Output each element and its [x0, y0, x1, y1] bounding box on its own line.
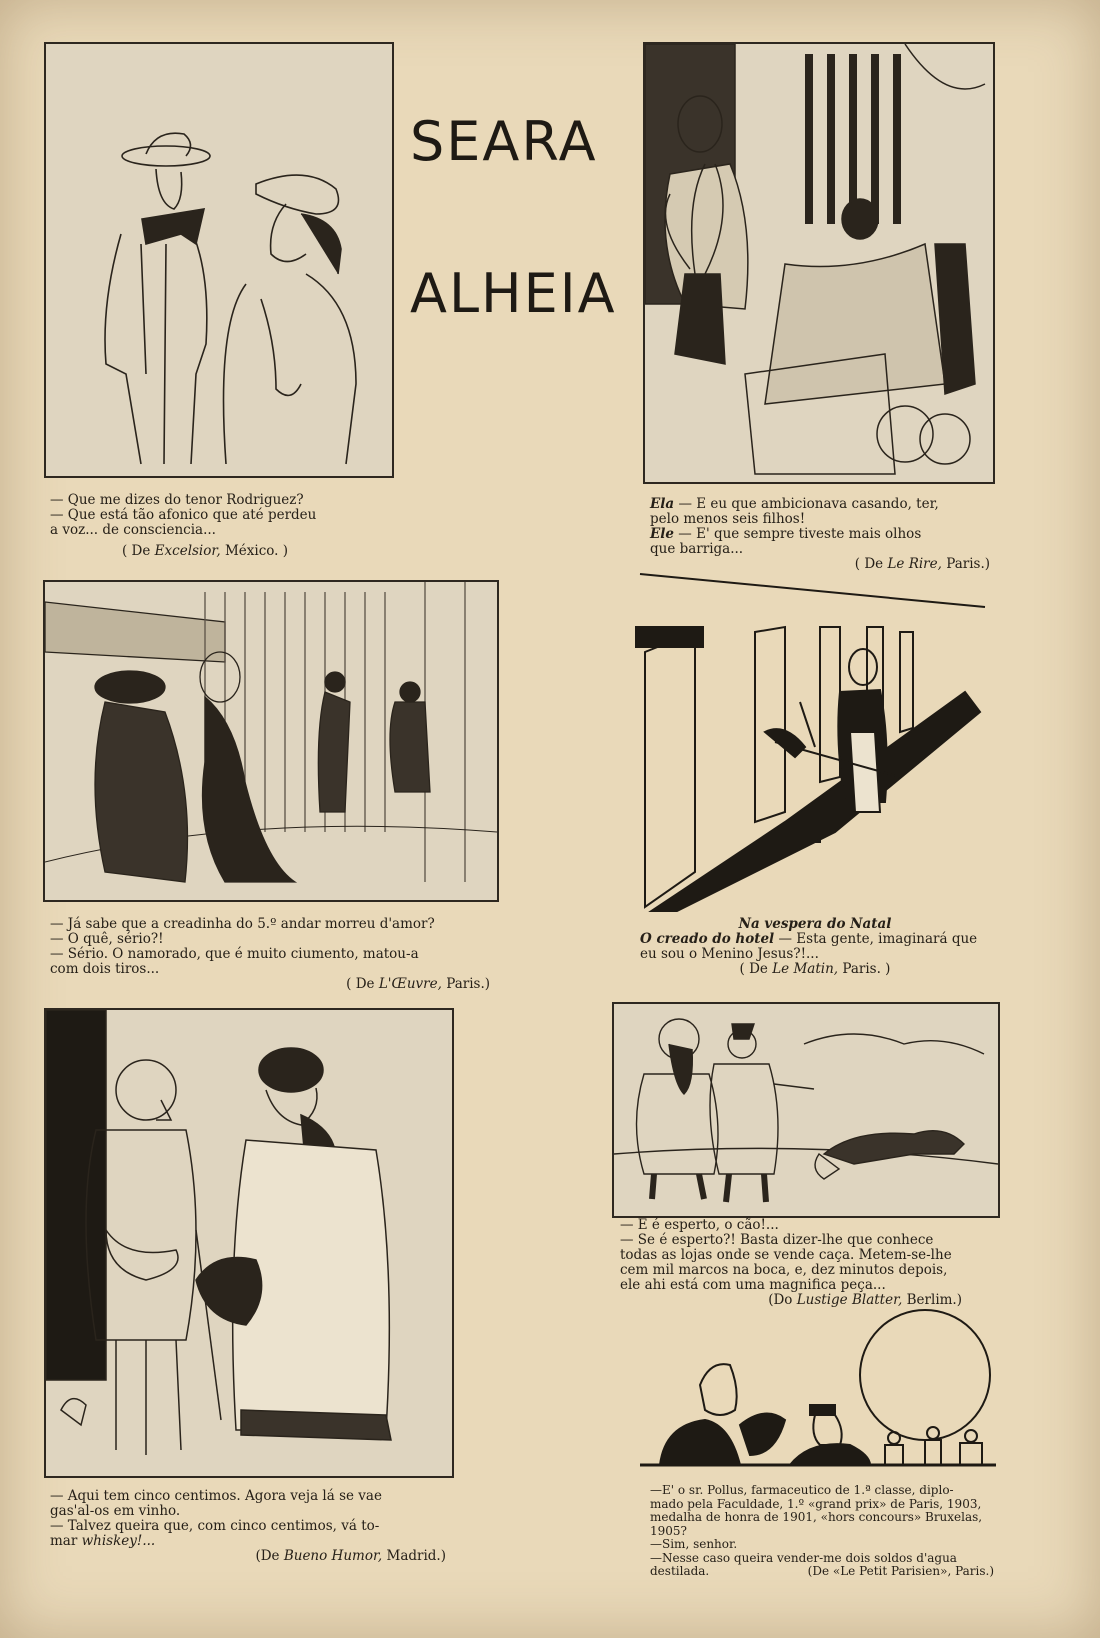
caption-bueno-humor: — Aqui tem cinco centimos. Agora veja lá se vae gas'al-os em vinho. — Talvez queira que, com cinco centimos, vá to- mar whiskey!... (De Bueno Humor, Madrid.) — [50, 1488, 446, 1564]
caption-line: — Se é esperto?! Basta dizer-lhe que conhece — [620, 1232, 934, 1248]
cartoon-street-illustration — [43, 580, 499, 902]
caption-line: destilada. — [650, 1564, 710, 1578]
credit-le-rire: ( De Le Rire, Paris.) — [854, 556, 990, 572]
caption-le-rire: Ela — E eu que ambicionava casando, ter, pelo menos seis filhos! Ele — E' que sempre tiveste mais olhos que barriga... ( De Le Rire, Paris.) — [650, 496, 990, 572]
caption-line: a voz... de consciencia... — [50, 522, 216, 538]
caption-line: — Talvez queira que, com cinco centimos, vá to- — [50, 1518, 380, 1534]
caption-petit-parisien — [650, 1484, 994, 1579]
caption-line: pelo menos seis filhos! — [650, 511, 806, 527]
caption-line: — Sério. O namorado, que é muito ciumento, matou-a — [50, 946, 419, 962]
caption-title-natal: Na vespera do Natal — [738, 916, 892, 932]
credit-lustige-blatter: (Do Lustige Blatter, Berlim.) — [768, 1292, 962, 1308]
caption-line: ele ahi está com uma magnifica peça... — [620, 1277, 886, 1293]
caption-line: eu sou o Menino Jesus?!... — [640, 946, 819, 962]
caption-line: mado pela Faculdade, 1.º «grand prix» de Paris, 1903, — [650, 1496, 982, 1511]
credit-petit-parisien: (De «Le Petit Parisien», Paris.) — [807, 1564, 994, 1578]
credit-bueno-humor: (De Bueno Humor, Madrid.) — [255, 1548, 446, 1564]
speaker-ela: Ela — [650, 496, 675, 512]
heading-line2: ALHEIA — [410, 262, 617, 325]
cartoon-tenor-illustration — [44, 42, 394, 478]
caption-line: cem mil marcos na boca, e, dez minutos depois, — [620, 1262, 948, 1278]
caption-line: —Nesse caso queira vender-me dois soldos d'agua — [650, 1550, 957, 1565]
caption-line: — O quê, sério?! — [50, 931, 164, 947]
cartoon-hunters-dog-illustration — [612, 1002, 1000, 1218]
caption-line: todas as lojas onde se vende caça. Metem-se-lhe — [620, 1247, 952, 1263]
caption-oeuvre — [50, 917, 490, 992]
caption-line: — Já sabe que a creadinha do 5.º andar morreu d'amor? — [50, 916, 435, 932]
caption-line: — Que está tão afonico que até perdeu — [50, 507, 317, 523]
caption-line: —E' o sr. Pollus, farmaceutico de 1.ª classe, diplo- — [650, 1483, 954, 1497]
cartoon-hotel-corridor-illustration — [635, 572, 991, 912]
caption-line: — E é esperto, o cão!... — [620, 1217, 779, 1233]
caption-line: gas'al-os em vinho. — [50, 1503, 181, 1519]
credit-oeuvre: ( De L'Œuvre, Paris.) — [346, 976, 490, 992]
whiskey-word: whiskey!... — [81, 1533, 156, 1549]
speaker-ele: Ele — [650, 526, 675, 542]
cartoon-beggar-illustration — [44, 1008, 454, 1478]
caption-line: 1905? — [650, 1523, 687, 1538]
caption-line: — Aqui tem cinco centimos. Agora veja lá se vae — [50, 1488, 382, 1504]
caption-line: — Que me dizes do tenor Rodriguez? — [50, 492, 304, 508]
caption-le-matin: Na vespera do Natal O creado do hotel — Esta gente, imaginará que eu sou o Menino Jesus?!... ( De Le Matin, Paris. ) — [640, 917, 990, 977]
cartoon-pharmacy-illustration — [640, 1305, 996, 1473]
credit-le-matin: ( De Le Matin, Paris. ) — [739, 961, 891, 977]
caption-line: que barriga... — [650, 541, 744, 557]
speaker-creado: O creado do hotel — [640, 931, 775, 947]
heading-line1: SEARA — [410, 110, 598, 173]
caption-line: medalha de honra de 1901, «hors concours» Bruxelas, — [650, 1510, 983, 1524]
caption-line: —Sim, senhor. — [650, 1537, 738, 1551]
caption-excelsior — [50, 493, 380, 559]
cartoon-bedroom-illustration — [643, 42, 995, 484]
credit-excelsior: ( De Excelsior, México. ) — [122, 543, 288, 559]
caption-line: com dois tiros... — [50, 961, 160, 977]
caption-lustige-blatter — [620, 1218, 992, 1308]
